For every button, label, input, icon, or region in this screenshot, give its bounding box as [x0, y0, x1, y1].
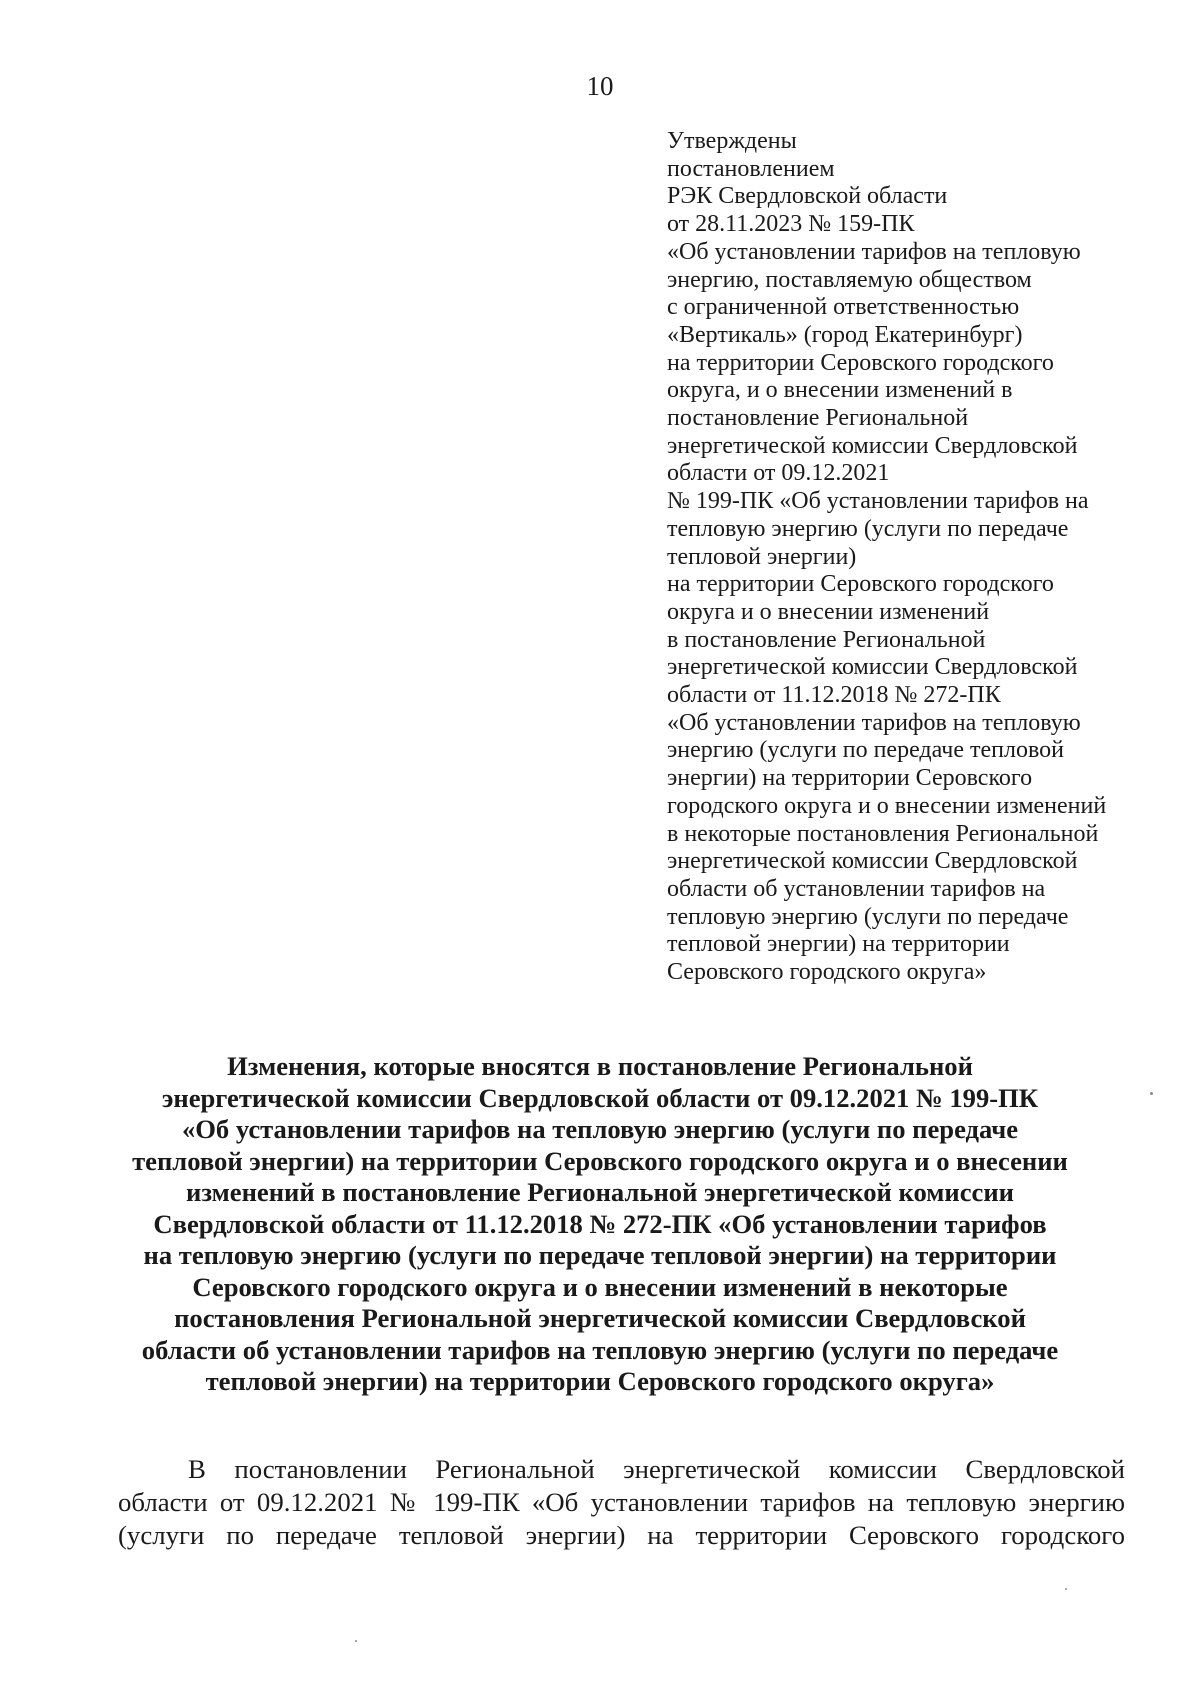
approval-line: энергии) на территории Серовского [667, 765, 1033, 792]
approval-line: энергетической комиссии Свердловской [667, 848, 1078, 875]
approval-line: «Вертикаль» (город Екатеринбург) [667, 321, 1023, 348]
heading-line: тепловой энергии) на территории Серовского городского округа» [205, 1366, 995, 1396]
approval-line: РЭК Свердловской области [667, 183, 948, 210]
heading-line: Свердловской области от 11.12.2018 № 272-ПК «Об установлении тарифов [153, 1208, 1047, 1239]
approval-line: округа и о внесении изменений [667, 598, 990, 625]
heading-line: на тепловую энергию (услуги по передаче тепловой энергии) на территории [143, 1240, 1057, 1270]
approval-line: в некоторые постановления Региональной [667, 820, 1099, 847]
body-line: области от 09.12.2021 № 199-ПК «Об установлении тарифов на тепловую энергию [118, 1487, 1125, 1517]
approval-line: тепловую энергию (услуги по передаче [667, 515, 1069, 542]
body-paragraph [118, 1453, 1125, 1552]
approval-line: Серовского городского округа» [667, 959, 987, 986]
approval-line: № 199-ПК «Об установлении тарифов на [667, 488, 1089, 515]
approval-line: округа, и о внесении изменений в [667, 377, 1013, 404]
heading-line: области об установлении тарифов на тепловую энергию (услуги по передаче [141, 1334, 1059, 1365]
page-number: 10 [586, 71, 614, 101]
approval-line: на территории Серовского городского [667, 349, 1054, 376]
approval-block [667, 128, 1147, 987]
approval-line: постановлением [667, 155, 835, 182]
approval-line: области об установлении тарифов на [667, 875, 1046, 902]
approval-line: энергетической комиссии Свердловской [667, 432, 1078, 459]
heading-line: Серовского городского округа и о внесении изменений в некоторые [192, 1271, 1008, 1302]
approval-line: на территории Серовского городского [667, 571, 1054, 598]
body-line: В постановлении Региональной энергетической комиссии Свердловской [188, 1454, 1125, 1484]
approval-line: постановление Региональной [667, 405, 969, 432]
approval-line: энергетической комиссии Свердловской [667, 654, 1078, 681]
heading-line: постановления Региональной энергетической комиссии Свердловской [174, 1303, 1026, 1333]
approval-line: тепловую энергию (услуги по передаче [667, 903, 1069, 930]
document-heading [80, 1051, 1120, 1398]
approval-line: в постановление Региональной [667, 626, 986, 653]
heading-line: изменений в постановление Региональной энергетической комиссии [186, 1177, 1014, 1207]
approval-line: от 28.11.2023 № 159-ПК [667, 211, 915, 238]
heading-line: Изменения, которые вносятся в постановление Региональной [227, 1051, 973, 1081]
approval-line: тепловой энергии) [667, 543, 857, 570]
approval-line: области от 09.12.2021 [667, 460, 890, 487]
heading-line: тепловой энергии) на территории Серовского городского округа и о внесении [132, 1145, 1068, 1176]
approval-line: области от 11.12.2018 № 272-ПК [667, 682, 1001, 709]
scan-speck [355, 1640, 357, 1642]
approval-line: энергию (услуги по передаче тепловой [667, 737, 1064, 764]
approval-line: тепловой энергии) на территории [667, 931, 1010, 958]
approval-line: «Об установлении тарифов на тепловую [667, 238, 1081, 265]
approval-line: «Об установлении тарифов на тепловую [667, 709, 1081, 736]
scan-speck [1065, 1588, 1067, 1590]
body-line: (услуги по передаче тепловой энергии) на территории Серовского городского [118, 1520, 1125, 1550]
heading-line: энергетической комиссии Свердловской области от 09.12.2021 № 199-ПК [161, 1082, 1039, 1113]
approval-line: городского округа и о внесении изменений [667, 792, 1107, 819]
scan-speck [1150, 1092, 1153, 1095]
approval-line: энергию, поставляемую обществом [667, 266, 1032, 293]
heading-line: «Об установлении тарифов на тепловую энергию (услуги по передаче [181, 1114, 1019, 1144]
approval-line: с ограниченной ответственностью [667, 294, 1020, 321]
approval-line: Утверждены [667, 128, 797, 154]
